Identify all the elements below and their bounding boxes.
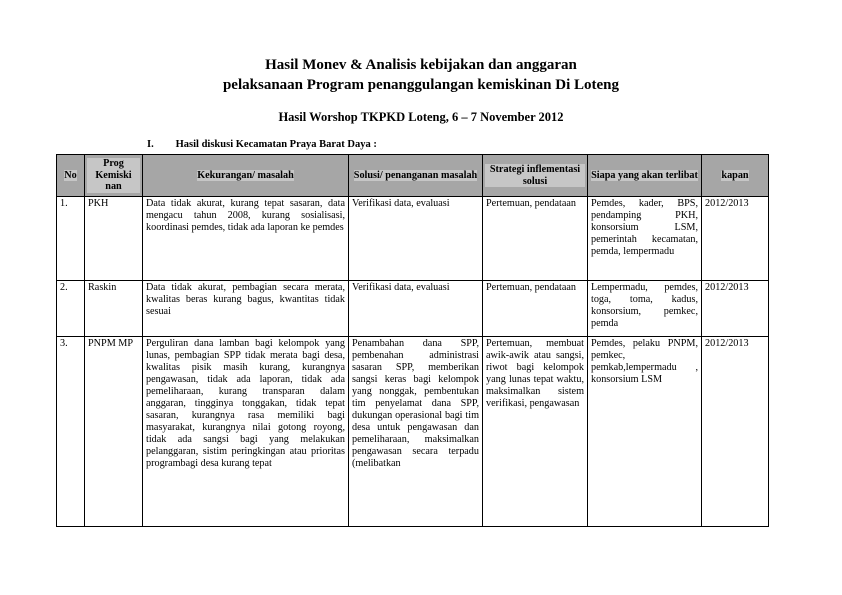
table-row: [57, 281, 769, 337]
table-header-row: [57, 155, 769, 197]
header-no: No: [57, 155, 85, 197]
section-heading: [147, 139, 377, 150]
cell-no: 2.: [57, 281, 85, 337]
cell-no: 3.: [57, 337, 85, 527]
header-solusi: Solusi/ penanganan masalah: [349, 155, 483, 197]
cell-prog: Raskin: [85, 281, 143, 337]
document-title-line2: pelaksanaan Program penanggulangan kemiskinan Di Loteng: [222, 77, 620, 93]
cell-solusi: Verifikasi data, evaluasi: [349, 197, 483, 281]
cell-strategi: Pertemuan, pendataan: [483, 197, 588, 281]
header-prog: Prog Kemiski nan: [85, 155, 143, 197]
cell-kekurangan: Perguliran dana lamban bagi kelompok yang lunas, pembagian SPP tidak merata bagi desa, kwalitas pisik masih kurang, kurangnya pengawasan, tidak ada laporan, tidak ada pemeliharaan, kurang transparan dalam anggaran, tingginya tonggakan, tidak tepat sasaran, kurangnya rasa memiliki bagi masyarakat, kurangnya nilai gotong royong, tidak ada sangsi bagi yang melakukan pelanggaran, sistim peringkingan atau prioritas programbagi desa kurang tepat: [143, 337, 349, 527]
cell-strategi: Pertemuan, membuat awik-awik atau sangsi, riwot bagi kelompok yang lunas tepat waktu, maksimalkan sistem verifikasi, pengawasan: [483, 337, 588, 527]
cell-siapa: Pemdes, pelaku PNPM, pemkec, pemkab,lempermadu , konsorsium LSM: [588, 337, 702, 527]
cell-siapa: Lempermadu, pemdes, toga, toma, kadus, konsorsium, pemkec, pemda: [588, 281, 702, 337]
table-row: [57, 337, 769, 527]
cell-prog: PKH: [85, 197, 143, 281]
cell-kapan: 2012/2013: [702, 197, 769, 281]
cell-kapan: 2012/2013: [702, 337, 769, 527]
cell-no: 1.: [57, 197, 85, 281]
cell-prog: PNPM MP: [85, 337, 143, 527]
results-table: [56, 154, 769, 527]
document-title-line1: Hasil Monev & Analisis kebijakan dan anggaran: [265, 57, 577, 73]
header-siapa: Siapa yang akan terlibat: [588, 155, 702, 197]
document-subtitle: Hasil Worshop TKPKD Loteng, 6 – 7 November 2012: [278, 110, 564, 124]
cell-kekurangan: Data tidak akurat, pembagian secara merata, kwalitas beras kurang bagus, kwantitas tidak sesuai: [143, 281, 349, 337]
header-kapan: kapan: [702, 155, 769, 197]
section-label: Hasil diskusi Kecamatan Praya Barat Daya :: [175, 139, 377, 150]
cell-solusi: Penambahan dana SPP, pembenahan administrasi sasaran SPP, memberikan sangsi keras bagi kelompok yang nonggak, pembentukan tim penyelamat dana SPP, dukungan operasional bagi tim desa untuk pengawasan dan pemeliharaan, maksimalkan pengawasan secara terpadu (melibatkan: [349, 337, 483, 527]
header-strategi: Strategi inflementasi solusi: [483, 155, 588, 197]
section-number: I.: [147, 139, 154, 150]
table-row: [57, 197, 769, 281]
cell-siapa: Pemdes, kader, BPS, pendamping PKH, konsorsium LSM, pemerintah kecamatan, pemda, lempermadu: [588, 197, 702, 281]
cell-kapan: 2012/2013: [702, 281, 769, 337]
header-kekurangan: Kekurangan/ masalah: [143, 155, 349, 197]
cell-kekurangan: Data tidak akurat, kurang tepat sasaran, data mengacu tahun 2008, kurang sosialisasi, koordinasi pemdes, tidak ada laporan ke pemdes: [143, 197, 349, 281]
cell-strategi: Pertemuan, pendataan: [483, 281, 588, 337]
cell-solusi: Verifikasi data, evaluasi: [349, 281, 483, 337]
